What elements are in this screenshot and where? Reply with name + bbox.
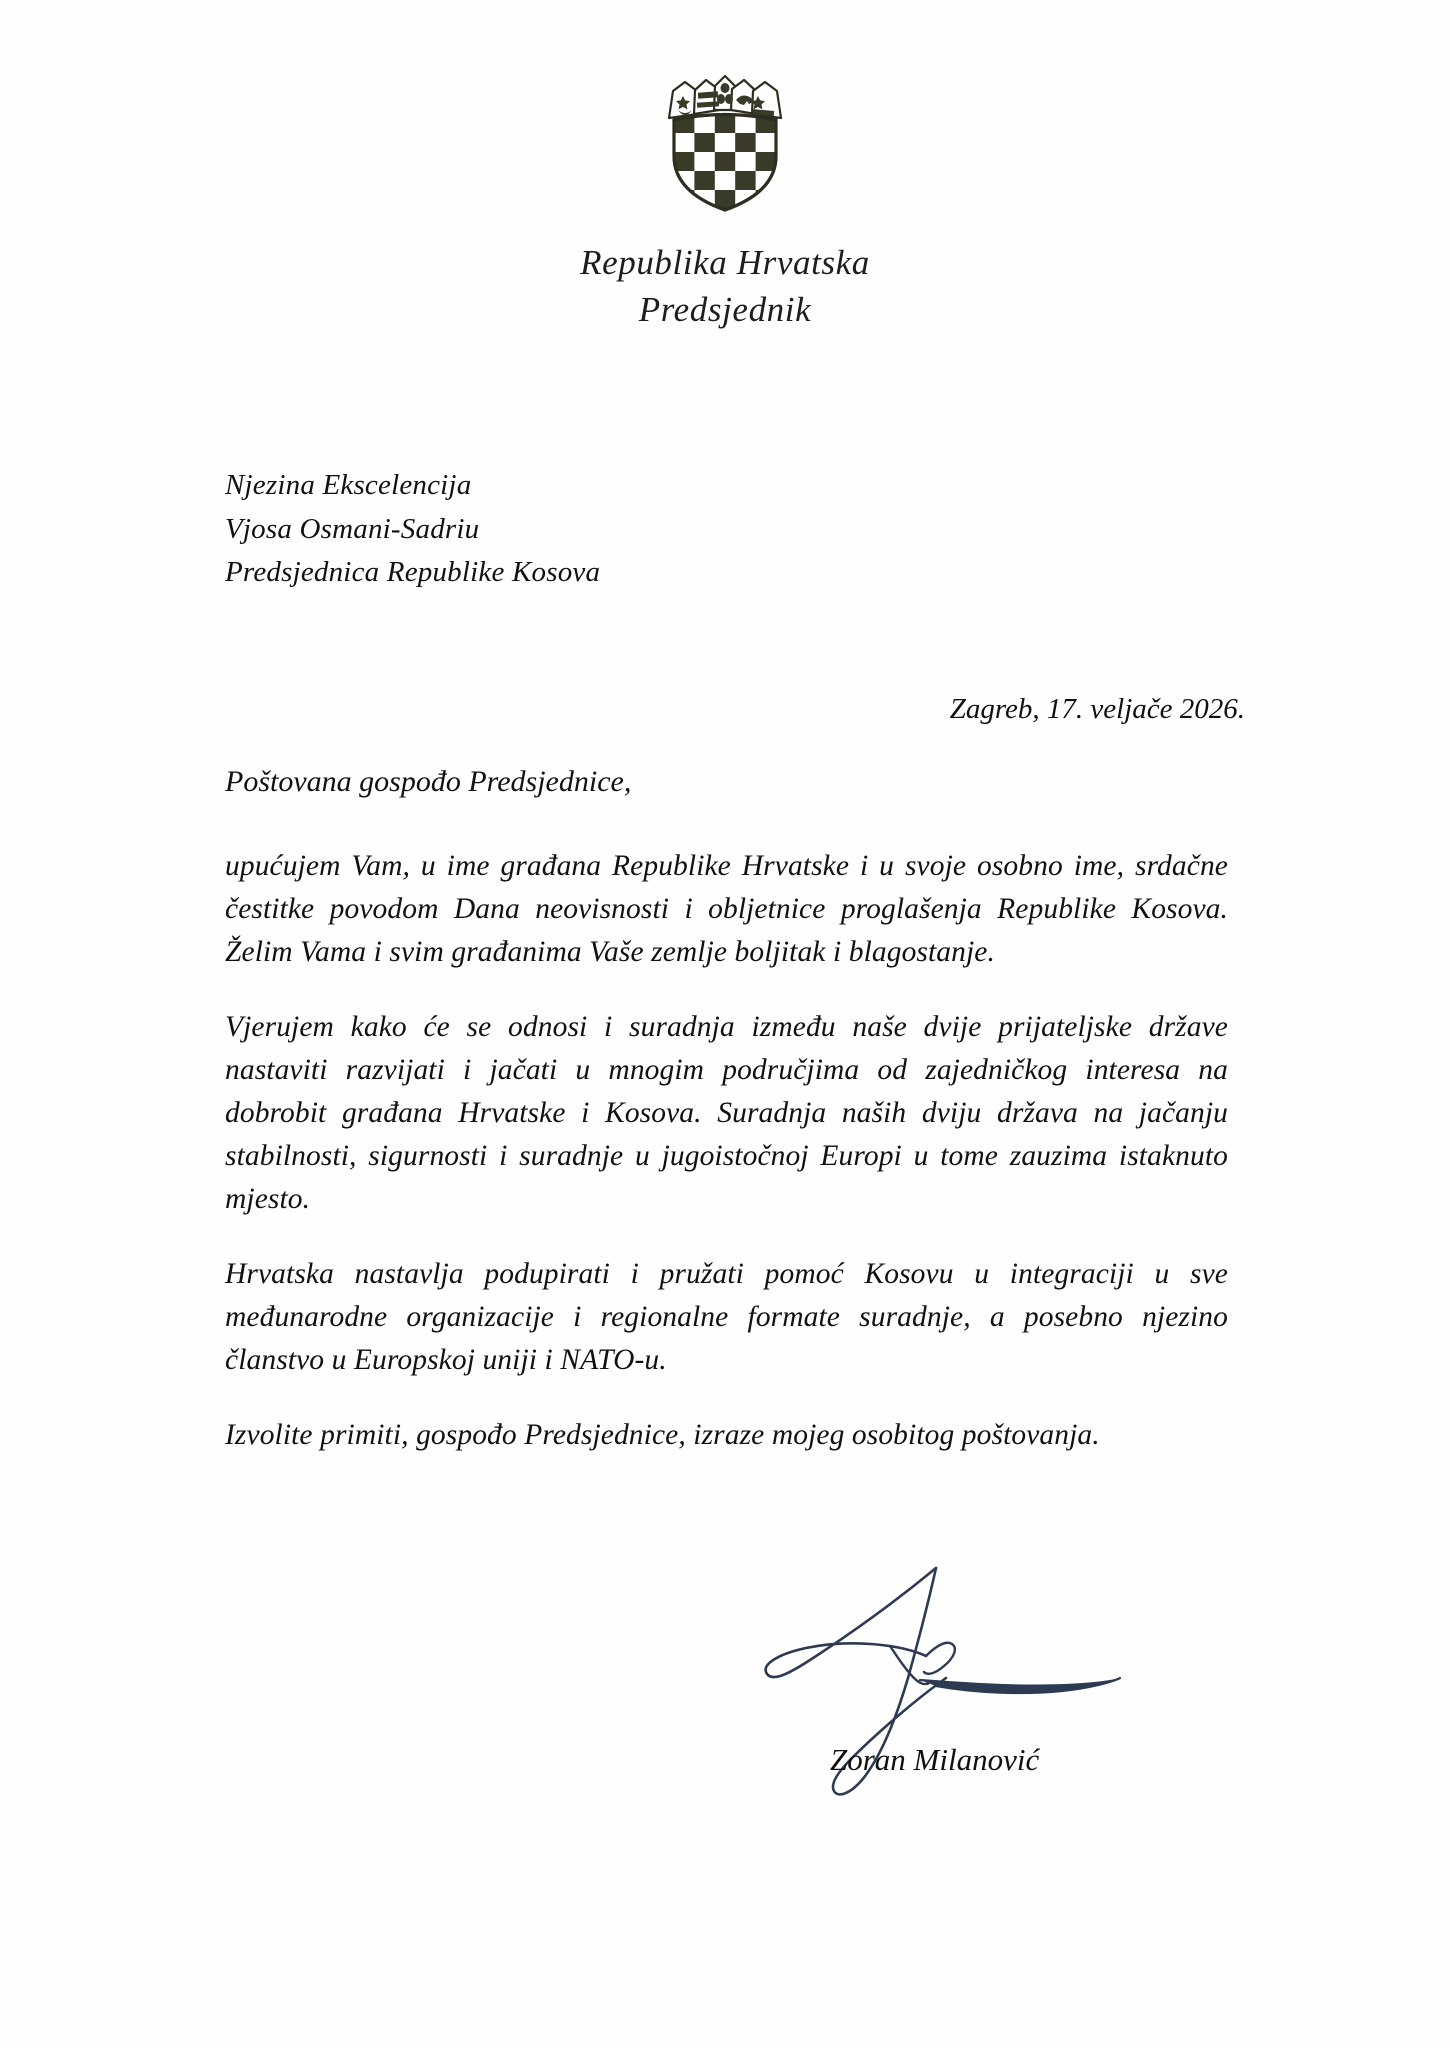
addressee-block (225, 464, 600, 595)
body-closing-line: Izvolite primiti, gospođo Predsjednice, izraze mojeg osobitog poštovanja. (225, 1419, 1100, 1451)
signature-block (740, 1560, 1210, 1850)
addressee-title: Predsjednica Republike Kosova (225, 556, 601, 588)
letterhead-republic-line: Republika Hrvatska (580, 243, 870, 282)
letter-body (225, 845, 1228, 1457)
letterhead (0, 74, 1450, 334)
salutation: Poštovana gospođo Predsjednice, (225, 765, 632, 798)
addressee-honorific: Njezina Ekscelencija (225, 469, 472, 501)
body-paragraph-2: Vjerujem kako će se odnosi i suradnja između naše dvije prijateljske države nastaviti razvijati i jačati u mnogim područjima od zajedničkog interesa na dobrobit građana Hrvatske i Kosova. Suradnja naših dviju država na jačanju stabilnosti, sigurnosti i suradnje u jugoistočnoj Europi u tome zauzima istaknuto mjesto. (225, 1011, 1228, 1215)
body-paragraph-3: Hrvatska nastavlja podupirati i pružati pomoć Kosovu u integraciji u sve međunarodne organizacije i regionalne formate suradnje, a posebno njezino članstvo u Europskoj uniji i NATO-u. (225, 1258, 1228, 1376)
signature-name: Zoran Milanović (830, 1742, 1040, 1777)
letterhead-office-line: Predsjednik (638, 290, 812, 330)
croatian-coat-of-arms-icon (665, 74, 785, 212)
body-paragraph-1: upućujem Vam, u ime građana Republike Hrvatske i u svoje osobno ime, srdačne čestitke povodom Dana neovisnosti i obljetnice proglašenja Republike Kosova. Želim Vama i svim građanima Vaše zemlje boljitak i blagostanje. (225, 850, 1228, 968)
addressee-name: Vjosa Osmani-Sadriu (225, 512, 480, 545)
dateline: Zagreb, 17. veljače 2026. (949, 693, 1245, 725)
letterhead-text (0, 239, 1450, 334)
